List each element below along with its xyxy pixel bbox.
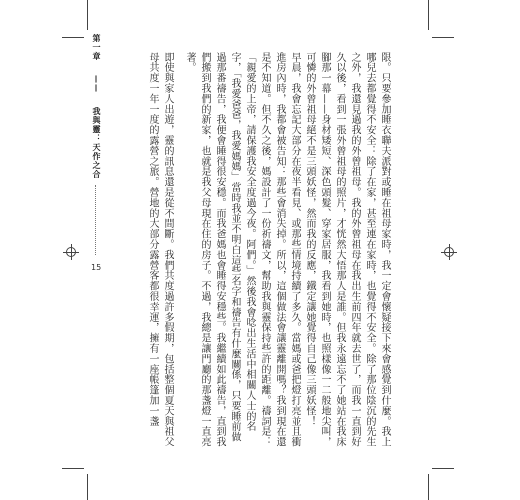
- crop-mark: [432, 468, 454, 469]
- running-head-title: 我與靈：天作之合: [92, 107, 101, 179]
- crop-mark: [62, 468, 84, 469]
- crop-mark: [432, 37, 454, 38]
- page-number: 15: [91, 263, 102, 272]
- registration-mark-right: [441, 244, 457, 260]
- crop-mark: [428, 474, 429, 500]
- crop-mark: [62, 37, 84, 38]
- paragraph: 即使與家人出遊，靈的訊息還是從不間斷。我們共度過許多假期，包括整個夏天與祖父母共度一年一度的露營之旅。營地的大部分露營客都很幸運，擁有一座帳篷加一盞: [147, 52, 173, 448]
- registration-mark-left: [63, 244, 79, 260]
- crop-mark: [87, 0, 88, 30]
- paragraph: 早晨，我會忘記大部分在夜半看見、或那些情境持續了多久。當媽或爸把燈打亮並且衝進房內時，我都會被告知：那些會消失掉。所以，這個做法會讓靈離開嗎？我到現在還是不知道。但不久之後，媽設計了一份祈禱文，幫助我與靈保持些許的距離。禱詞是：「親愛的上帝，請保護我安全度過今夜。阿們。」然後我會唸出生活中相關人士的名字，「我愛爸爸，我愛媽媽」當時我並不明白這些名字和禱告有什麼關係，只要睡前做過那番禱告，我便會睡得很安穩。而我爸媽也會睡得安穩些。我繼續如此禱告，直到我們搬到我們的新家，也就是我父母現在住的房子。不過，我總是讓門廳的那盞燈一直亮著。: [184, 52, 300, 448]
- running-head: [91, 34, 102, 179]
- paragraph: 限。只要參加睡衣聯夫派對或睡在祖母家時，我一定會懷疑接下來會感覺到什麼。我上哪兒去都覺得不安全：除了在家，甚至連在家時，也覺得不安全。除了那位陰沉的先生之外，我還見過我的外曾祖母。我的外曾祖母在我出生前四年就去世了，而我一直到好久以後，看到一張外曾祖母的照片，才恍然大悟那人是誰。但我永遠忘不了她站在我床腳那一幕——身材矮短、深色頭髮、穿家居服，我看到她時，也照樣像一二般地尖叫，可憐的外曾祖母絕不是三頭妖怪，然而我的反應，鐵定讓她覺得自己像三頭妖怪！: [304, 52, 390, 448]
- running-head-leader: [95, 185, 96, 255]
- body-text: [138, 52, 392, 452]
- running-head-dash: ——: [92, 75, 101, 93]
- running-head-chapter: 第一章: [92, 34, 101, 61]
- crop-mark: [428, 0, 429, 30]
- crop-mark: [87, 474, 88, 500]
